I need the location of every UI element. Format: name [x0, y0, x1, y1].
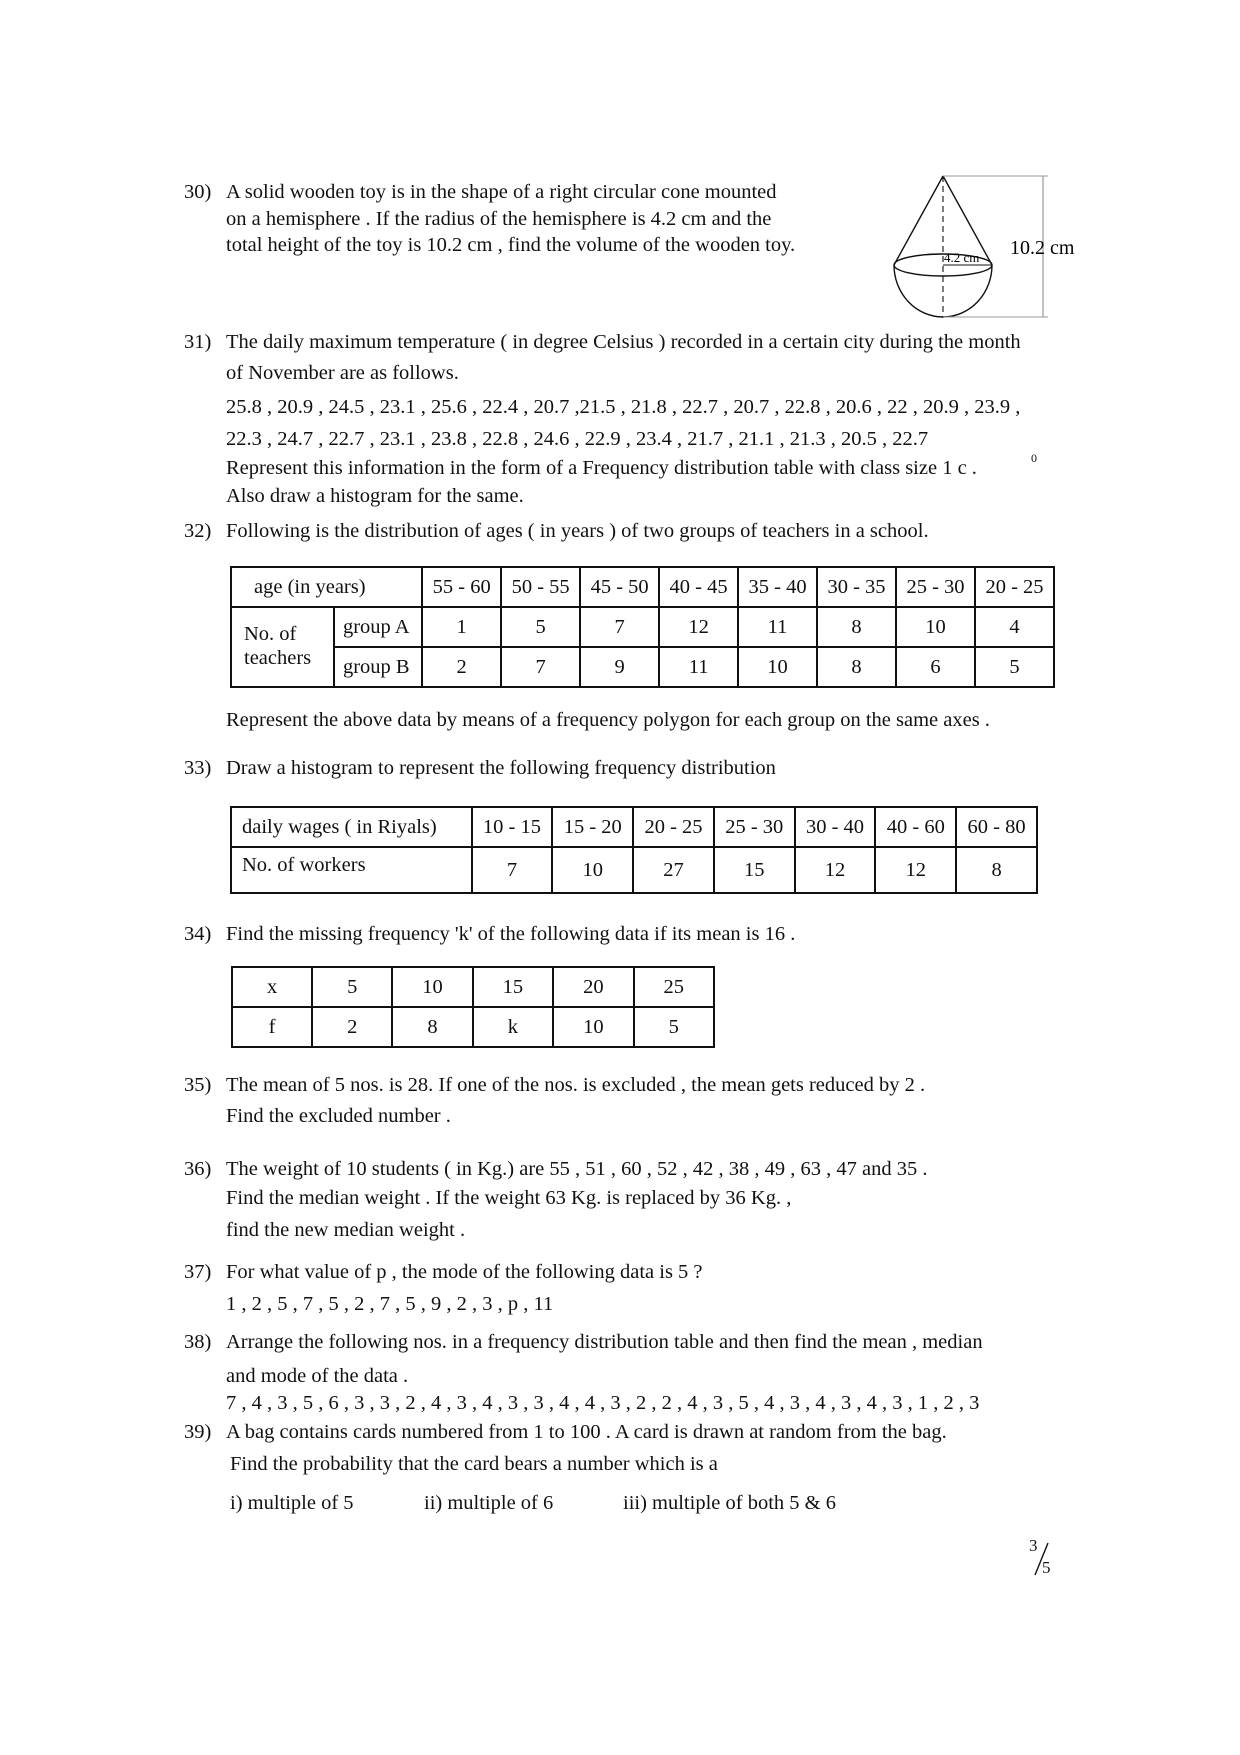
- data-values-line: 22.3 , 24.7 , 22.7 , 23.1 , 23.8 , 22.8 , 24.6 , 22.9 , 23.4 , 21.7 , 21.1 , 21.3 , 20.5 , 22.7: [226, 428, 929, 450]
- question-number: 34): [184, 923, 212, 945]
- degree-mark: 0: [1031, 451, 1037, 465]
- table-header-cell: 35 - 40: [738, 567, 817, 607]
- row-label-line: teachers: [244, 647, 312, 669]
- table-cell: 5: [975, 647, 1054, 687]
- radius-label: 4.2 cm: [944, 250, 980, 265]
- table-row: [232, 967, 714, 1007]
- question-number: 35): [184, 1074, 212, 1096]
- table-row: [232, 1007, 714, 1047]
- wages-table: [230, 806, 1038, 894]
- height-label: 10.2 cm: [1010, 237, 1075, 259]
- table-header-cell: x: [232, 967, 312, 1007]
- ages-table: [230, 566, 1055, 688]
- table-cell: 25: [634, 967, 714, 1007]
- table-cell: 5: [501, 607, 580, 647]
- table-cell: 10: [896, 607, 975, 647]
- question-number: 39): [184, 1421, 212, 1443]
- table-cell: 15: [473, 967, 553, 1007]
- table-cell: 1: [422, 607, 501, 647]
- question-text-line: Find the excluded number .: [226, 1105, 451, 1127]
- table-cell: 12: [795, 847, 876, 893]
- question-text-line: Also draw a histogram for the same.: [226, 485, 524, 507]
- table-cell: 10: [552, 847, 633, 893]
- question-text-line: Draw a histogram to represent the following frequency distribution: [226, 757, 776, 779]
- table-cell: 12: [875, 847, 956, 893]
- question-text-line: Find the missing frequency 'k' of the following data if its mean is 16 .: [226, 923, 796, 945]
- table-header-cell: 10 - 15: [472, 807, 553, 847]
- table-cell: 6: [896, 647, 975, 687]
- table-cell: 11: [659, 647, 738, 687]
- table-cell: 12: [659, 607, 738, 647]
- table-cell: 11: [738, 607, 817, 647]
- table-header-cell: 40 - 60: [875, 807, 956, 847]
- table-header-cell: 15 - 20: [552, 807, 633, 847]
- table-header-cell: daily wages ( in Riyals): [231, 807, 472, 847]
- table-cell: 5: [634, 1007, 714, 1047]
- table-header-cell: 30 - 35: [817, 567, 896, 607]
- table-cell: 4: [975, 607, 1054, 647]
- question-number: 38): [184, 1331, 212, 1353]
- question-text-line: Find the probability that the card bears a number which is a: [230, 1453, 718, 1475]
- table-header-cell: 25 - 30: [896, 567, 975, 607]
- table-cell: 7: [580, 607, 659, 647]
- table-header-cell: 60 - 80: [956, 807, 1037, 847]
- page-number-current: 3: [1029, 1536, 1038, 1555]
- cone-hemisphere-figure: [880, 168, 1080, 328]
- question-text-line: The mean of 5 nos. is 28. If one of the nos. is excluded , the mean gets reduced by 2 .: [226, 1074, 926, 1096]
- table-cell: 7: [501, 647, 580, 687]
- table-header-cell: 30 - 40: [795, 807, 876, 847]
- table-row: [231, 647, 1054, 687]
- option-3: iii) multiple of both 5 & 6: [623, 1492, 836, 1514]
- table-cell: 2: [312, 1007, 392, 1047]
- table-cell: 2: [422, 647, 501, 687]
- table-row: [231, 607, 1054, 647]
- table-cell: 7: [472, 847, 553, 893]
- table-row: [231, 807, 1037, 847]
- question-text-line: A bag contains cards numbered from 1 to 100 . A card is drawn at random from the bag.: [226, 1421, 947, 1443]
- table-header-cell: 55 - 60: [422, 567, 501, 607]
- question-number: 37): [184, 1261, 212, 1283]
- table-header-cell: age (in years): [231, 567, 422, 607]
- table-header-cell: 25 - 30: [714, 807, 795, 847]
- question-text-line: and mode of the data .: [226, 1365, 409, 1387]
- question-text-line: Represent the above data by means of a frequency polygon for each group on the same axes .: [226, 709, 990, 731]
- question-text-line: For what value of p , the mode of the following data is 5 ?: [226, 1261, 703, 1283]
- data-values-line: 25.8 , 20.9 , 24.5 , 23.1 , 25.6 , 22.4 , 20.7 ,21.5 , 21.8 , 22.7 , 20.7 , 22.8 , 20.6 , 22 , 20.9 , 23.9 ,: [226, 396, 1021, 418]
- table-cell: 8: [817, 647, 896, 687]
- row-group-label: [231, 607, 334, 687]
- option-1: i) multiple of 5: [230, 1492, 354, 1514]
- mean-table: [231, 966, 715, 1048]
- question-text-line: Represent this information in the form of a Frequency distribution table with class size 1 c .: [226, 457, 977, 479]
- question-number: 31): [184, 331, 212, 353]
- question-number: 32): [184, 520, 212, 542]
- question-text-line: find the new median weight .: [226, 1219, 466, 1241]
- table-header-cell: 50 - 55: [501, 567, 580, 607]
- table-cell: 8: [956, 847, 1037, 893]
- row-label: No. of workers: [231, 847, 472, 893]
- table-cell: 8: [392, 1007, 472, 1047]
- table-cell: 10: [553, 1007, 633, 1047]
- page-number-total: 5: [1042, 1558, 1051, 1577]
- table-header-cell: 20 - 25: [633, 807, 714, 847]
- row-label-line: No. of: [244, 623, 297, 646]
- group-label: group A: [334, 607, 422, 647]
- table-cell: 27: [633, 847, 714, 893]
- question-text-line: The weight of 10 students ( in Kg.) are 55 , 51 , 60 , 52 , 42 , 38 , 49 , 63 , 47 and 35 .: [226, 1158, 928, 1180]
- table-header-cell: 40 - 45: [659, 567, 738, 607]
- table-header-cell: 45 - 50: [580, 567, 659, 607]
- data-values-line: 7 , 4 , 3 , 5 , 6 , 3 , 3 , 2 , 4 , 3 , 4 , 3 , 3 , 4 , 4 , 3 , 2 , 2 , 4 , 3 , 5 , 4 , 3 , 4 , 3 , 4 , 3 , 1 , 2 , 3: [226, 1392, 980, 1414]
- question-text-line: A solid wooden toy is in the shape of a right circular cone mounted: [226, 181, 777, 203]
- table-cell: 5: [312, 967, 392, 1007]
- question-text-line: Arrange the following nos. in a frequency distribution table and then find the mean , median: [226, 1331, 983, 1353]
- table-cell: 10: [392, 967, 472, 1007]
- data-values-line: 1 , 2 , 5 , 7 , 5 , 2 , 7 , 5 , 9 , 2 , 3 , p , 11: [226, 1293, 554, 1315]
- table-header-cell: f: [232, 1007, 312, 1047]
- question-text-line: The daily maximum temperature ( in degree Celsius ) recorded in a certain city during the month: [226, 331, 1021, 353]
- table-row: [231, 567, 1054, 607]
- table-cell: 8: [817, 607, 896, 647]
- table-cell: 20: [553, 967, 633, 1007]
- question-text-line: on a hemisphere . If the radius of the hemisphere is 4.2 cm and the: [226, 208, 772, 230]
- question-text-line: Find the median weight . If the weight 63 Kg. is replaced by 36 Kg. ,: [226, 1187, 792, 1209]
- table-row: [231, 847, 1037, 893]
- table-cell: 9: [580, 647, 659, 687]
- table-cell: k: [473, 1007, 553, 1047]
- question-number: 30): [184, 181, 212, 203]
- table-cell: 15: [714, 847, 795, 893]
- group-label: group B: [334, 647, 422, 687]
- option-2: ii) multiple of 6: [424, 1492, 554, 1514]
- question-number: 36): [184, 1158, 212, 1180]
- table-cell: 10: [738, 647, 817, 687]
- question-text-line: of November are as follows.: [226, 362, 459, 384]
- question-number: 33): [184, 757, 212, 779]
- table-header-cell: 20 - 25: [975, 567, 1054, 607]
- question-text-line: total height of the toy is 10.2 cm , find the volume of the wooden toy.: [226, 234, 796, 256]
- question-text-line: Following is the distribution of ages ( in years ) of two groups of teachers in a school.: [226, 520, 929, 542]
